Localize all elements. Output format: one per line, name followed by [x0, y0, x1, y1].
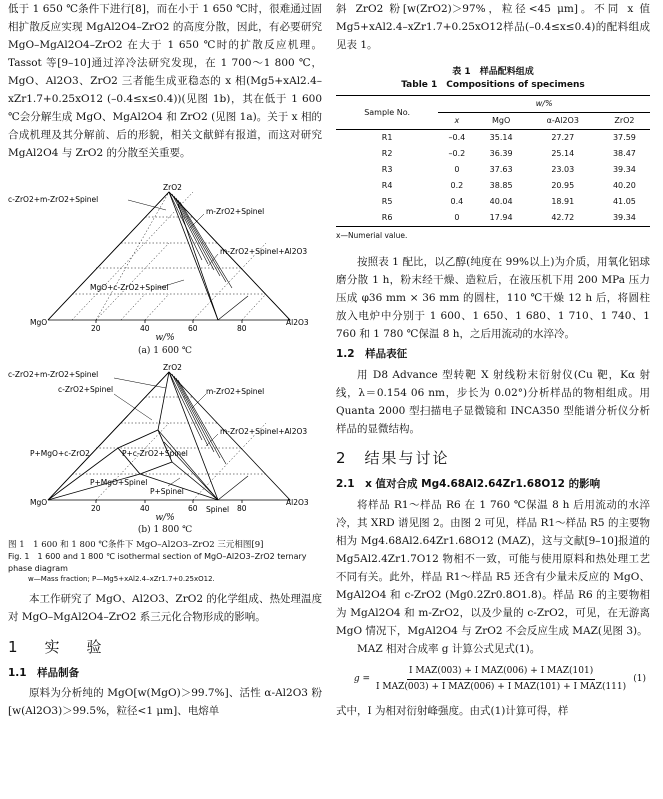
- phase-label-r2: m-ZrO2+Spinel+Al2O3: [220, 426, 308, 436]
- cell-zro2: 40.20: [612, 181, 636, 191]
- cell-mgo: 35.14: [489, 133, 513, 143]
- figure-caption-note: w—Mass fraction; P—Mg5+xAl2.4–xZr1.7+0.25xO12.: [28, 575, 215, 584]
- cell-al2o3: 23.03: [551, 165, 575, 175]
- phase-label-p3: P+MgO+Spinel: [90, 477, 148, 487]
- apex-label: ZrO2: [163, 184, 182, 193]
- cell-sample: R5: [381, 197, 393, 207]
- phase-label-r1: m-ZrO2+Spinel: [206, 386, 265, 396]
- phase-label-left: c-ZrO2+m-ZrO2+Spinel: [8, 195, 99, 205]
- cell-al2o3: 20.95: [551, 181, 575, 191]
- header-mgo: MgO: [476, 113, 527, 130]
- cell-sample: R3: [381, 165, 393, 175]
- ternary-diagram-1600: [8, 184, 322, 334]
- apex-label: ZrO2: [163, 363, 182, 372]
- cell-x: –0.2: [448, 149, 466, 159]
- phase-label-l2: c-ZrO2+Spinel: [58, 384, 114, 394]
- tick-80: 80: [237, 503, 247, 513]
- cell-al2o3: 18.91: [551, 197, 575, 207]
- cell-al2o3: 25.14: [551, 149, 575, 159]
- equation-denominator: I MAZ(003) + I MAZ(006) + I MAZ(101) + I MAZ(111): [376, 682, 627, 693]
- table-row: [336, 194, 650, 210]
- table-title-en: Table 1 Compositions of specimens: [401, 79, 585, 90]
- cell-zro2: 37.59: [612, 133, 636, 143]
- header-x: x: [438, 113, 475, 130]
- phase-label-right1: m-ZrO2+Spinel: [206, 207, 265, 217]
- section-heading-experiment: 1 实 验: [8, 637, 108, 656]
- cell-mgo: 17.94: [476, 210, 527, 227]
- header-zro2: ZrO2: [599, 113, 650, 130]
- cell-al2o3: 42.72: [527, 210, 599, 227]
- equation-numerator: I MAZ(003) + I MAZ(006) + I MAZ(101): [407, 664, 595, 680]
- figure-caption-en: Fig. 1 1 600 and 1 800 ℃ isothermal section of MgO–Al2O3–ZrO2 ternary phase diagram: [8, 552, 307, 573]
- figure-caption-cn: 图 1 1 600 和 1 800 ℃条件下 MgO–Al2O3–ZrO2 三元相图[9]: [8, 539, 264, 550]
- cell-x: –0.4: [448, 133, 466, 143]
- table-row: [336, 146, 650, 162]
- tick-80: 80: [237, 324, 247, 334]
- corner-mgo: MgO: [30, 497, 48, 507]
- cell-zro2: 39.34: [612, 165, 636, 175]
- phase-label-p1: P+MgO+c-ZrO2: [30, 448, 90, 458]
- subfigure-caption-a: (a) 1 600 ℃: [138, 346, 192, 357]
- ternary-diagram-1800: [8, 364, 322, 514]
- process-paragraph: 按照表 1 配比，以乙醇(纯度在 99%以上)为介质，用氧化铝球磨分散 1 h，粉末经干燥、造粒后，在液压机下用 200 MPa 压力压成 φ36 mm × 36 mm 的圆柱，110 ℃干燥 12 h 后，将圆柱放入电炉中分别于 1 600、1 650、1 680、1 710、1 740、1 760 和 1 780 ℃保温 8 h，之后用流动的水淬冷。: [336, 256, 650, 341]
- phase-label-p4: P+Spinel: [150, 486, 184, 496]
- tick-40: 40: [140, 503, 150, 513]
- figure-1a: [8, 184, 322, 357]
- cell-mgo: 38.85: [489, 181, 513, 191]
- tick-60: 60: [188, 324, 198, 334]
- axis-label: w/%: [155, 512, 175, 523]
- table-1: [336, 66, 650, 243]
- cell-sample: R1: [381, 133, 393, 143]
- phase-label-mid: MgO+c-ZrO2+Spinel: [90, 283, 169, 293]
- subsection-heading-prep: 1.1 样品制备: [8, 667, 80, 680]
- cell-al2o3: 27.27: [551, 133, 575, 143]
- cell-sample: R4: [381, 181, 393, 191]
- prep-paragraph: 原料为分析纯的 MgO[w(MgO)＞99.7%]、活性 α-Al2O3 粉[w(Al2O3)＞99.5%，粒径<1 μm]、电熔单: [8, 687, 322, 718]
- characterization-paragraph: 用 D8 Advance 型转靶 X 射线粉末衍射仪(Cu 靶，Kα 射线，λ＝0.154 06 nm，步长为 0.02°)分析样品的物相组成。用 Quanta 2000 型扫描电子显微镜和 INCA350 型能谱分析仪分析样品的显微结构。: [336, 368, 650, 435]
- equation-1: [336, 664, 650, 696]
- table-note: x—Numerial value.: [336, 231, 408, 241]
- equation-lhs: g =: [353, 674, 371, 685]
- phase-label-top: c-ZrO2+m-ZrO2+Spinel: [8, 369, 99, 379]
- tick-20: 20: [91, 503, 101, 513]
- header-al2o3: α-Al2O3: [527, 113, 599, 130]
- equation-number: (1): [633, 674, 646, 685]
- table-row: [336, 210, 650, 227]
- corner-al2o3: Al2O3: [286, 318, 309, 328]
- cell-zro2: 39.34: [599, 210, 650, 227]
- left-column: [8, 0, 322, 799]
- tick-40: 40: [140, 324, 150, 334]
- right-column: [336, 0, 650, 799]
- tick-20: 20: [91, 324, 101, 334]
- spinel-label: Spinel: [206, 504, 230, 514]
- phase-label-p2: P+c-ZrO2+Spinel: [122, 448, 188, 458]
- header-group: w/%: [438, 96, 650, 113]
- corner-al2o3: Al2O3: [286, 497, 309, 507]
- figure-1b: [8, 364, 322, 537]
- tick-60: 60: [188, 503, 198, 513]
- cell-zro2: 41.05: [612, 197, 636, 207]
- figure-caption: [8, 539, 322, 585]
- compositions-table: [336, 95, 650, 227]
- materials-paragraph: 斜 ZrO2 粉[w(ZrO2)＞97%，粒径<45 μm]。不同 x 值 Mg5+xAl2.4–xZr1.7+0.25xO12样品(–0.4≤x≤0.4)的配料组成见表 1。: [336, 3, 650, 52]
- header-sample: Sample No.: [336, 96, 438, 130]
- cell-x: 0.4: [450, 197, 464, 207]
- cell-x: 0.2: [450, 181, 464, 191]
- table-row: [336, 162, 650, 178]
- phase-label-right2: m-ZrO2+Spinel+Al2O3: [220, 247, 308, 257]
- table-row: [336, 130, 650, 147]
- work-paragraph: 本工作研究了 MgO、Al2O3、ZrO2 的化学组成、热处理温度对 MgO–MgAl2O4–ZrO2 系三元化合物形成的影响。: [8, 593, 322, 624]
- section-heading-results: 2 结果与讨论: [336, 448, 450, 467]
- corner-mgo: MgO: [30, 318, 48, 328]
- cell-mgo: 40.04: [489, 197, 513, 207]
- table-row: [336, 178, 650, 194]
- cell-mgo: 37.63: [489, 165, 513, 175]
- results-paragraph-c: 式中，I 为相对衍射峰强度。由式(1)计算可得，样: [336, 704, 569, 717]
- cell-mgo: 36.39: [489, 149, 513, 159]
- equation-fraction: [376, 664, 626, 696]
- cell-x: 0: [454, 165, 460, 175]
- cell-x: 0: [438, 210, 475, 227]
- table-title-cn: 表 1 样品配料组成: [452, 67, 534, 78]
- subsection-heading-char: 1.2 样品表征: [336, 348, 408, 361]
- cell-sample: R6: [336, 210, 438, 227]
- cell-zro2: 38.47: [612, 149, 636, 159]
- results-paragraph-a: 将样品 R1～样品 R6 在 1 760 ℃保温 8 h 后用流动的水淬冷，其 XRD 谱见图 2。由图 2 可见，样品 R1～样品 R5 的主要物相为 Mg4.68Al2.64Zr1.68O12 (MAZ)，这与文献[9–10]报道的 Mg5Al2.4Zr1.7O12 物相不一致，可能与使用原料和热处理工艺不同有关。此外，样品 R1～样品 R5 还含有少量未反应的 MgO、MgAl2O4 和 c-ZrO2 (Mg0.2Zr0.8O1.8)。样品 R6 的主要物相为 MgAl2O4 和 m-ZrO2，以及少量的 c-ZrO2，可见，在无游离 MgO 情况下，MgAl2O4 与 ZrO2 不会反应生成 MAZ(见图 3)。: [336, 498, 650, 637]
- axis-label: w/%: [155, 333, 175, 344]
- results-paragraph-b: MAZ 相对合成率 g 计算公式见式(1)。: [357, 642, 541, 655]
- cell-sample: R2: [381, 149, 393, 159]
- subfigure-caption-b: (b) 1 800 ℃: [137, 525, 193, 536]
- subsection-heading-2-1: 2.1 x 值对合成 Mg4.68Al2.64Zr1.68O12 的影响: [336, 478, 601, 491]
- intro-paragraph: 低于 1 650 ℃条件下进行[8]，而在小于 1 650 ℃时，很难通过固相扩散反应实现 MgAl2O4–ZrO2 的高度分散，因此，有必要研究 MgO–MgAl2O4–ZrO2 在大于 1 650 ℃时的扩散反应机理。Tassot 等[9–10]通过淬冷法研究发现，在 1 700～1 800 ℃，MgO、Al2O3、ZrO2 三者能生成亚稳态的 x 相(Mg5+xAl2.4–xZr1.7+0.25xO12 (–0.4≤x≤0.4))(见图 1b)，其在低于 1 600 ℃会分解生成 MgO、MgAl2O4 和 ZrO2 (见图 1a)。关于 x 相的合成机理及其分解前、后的形貌，相关文献鲜有报道，而这对研究 MgAl2O4 与 ZrO2 的分散至关重要。: [8, 3, 322, 160]
